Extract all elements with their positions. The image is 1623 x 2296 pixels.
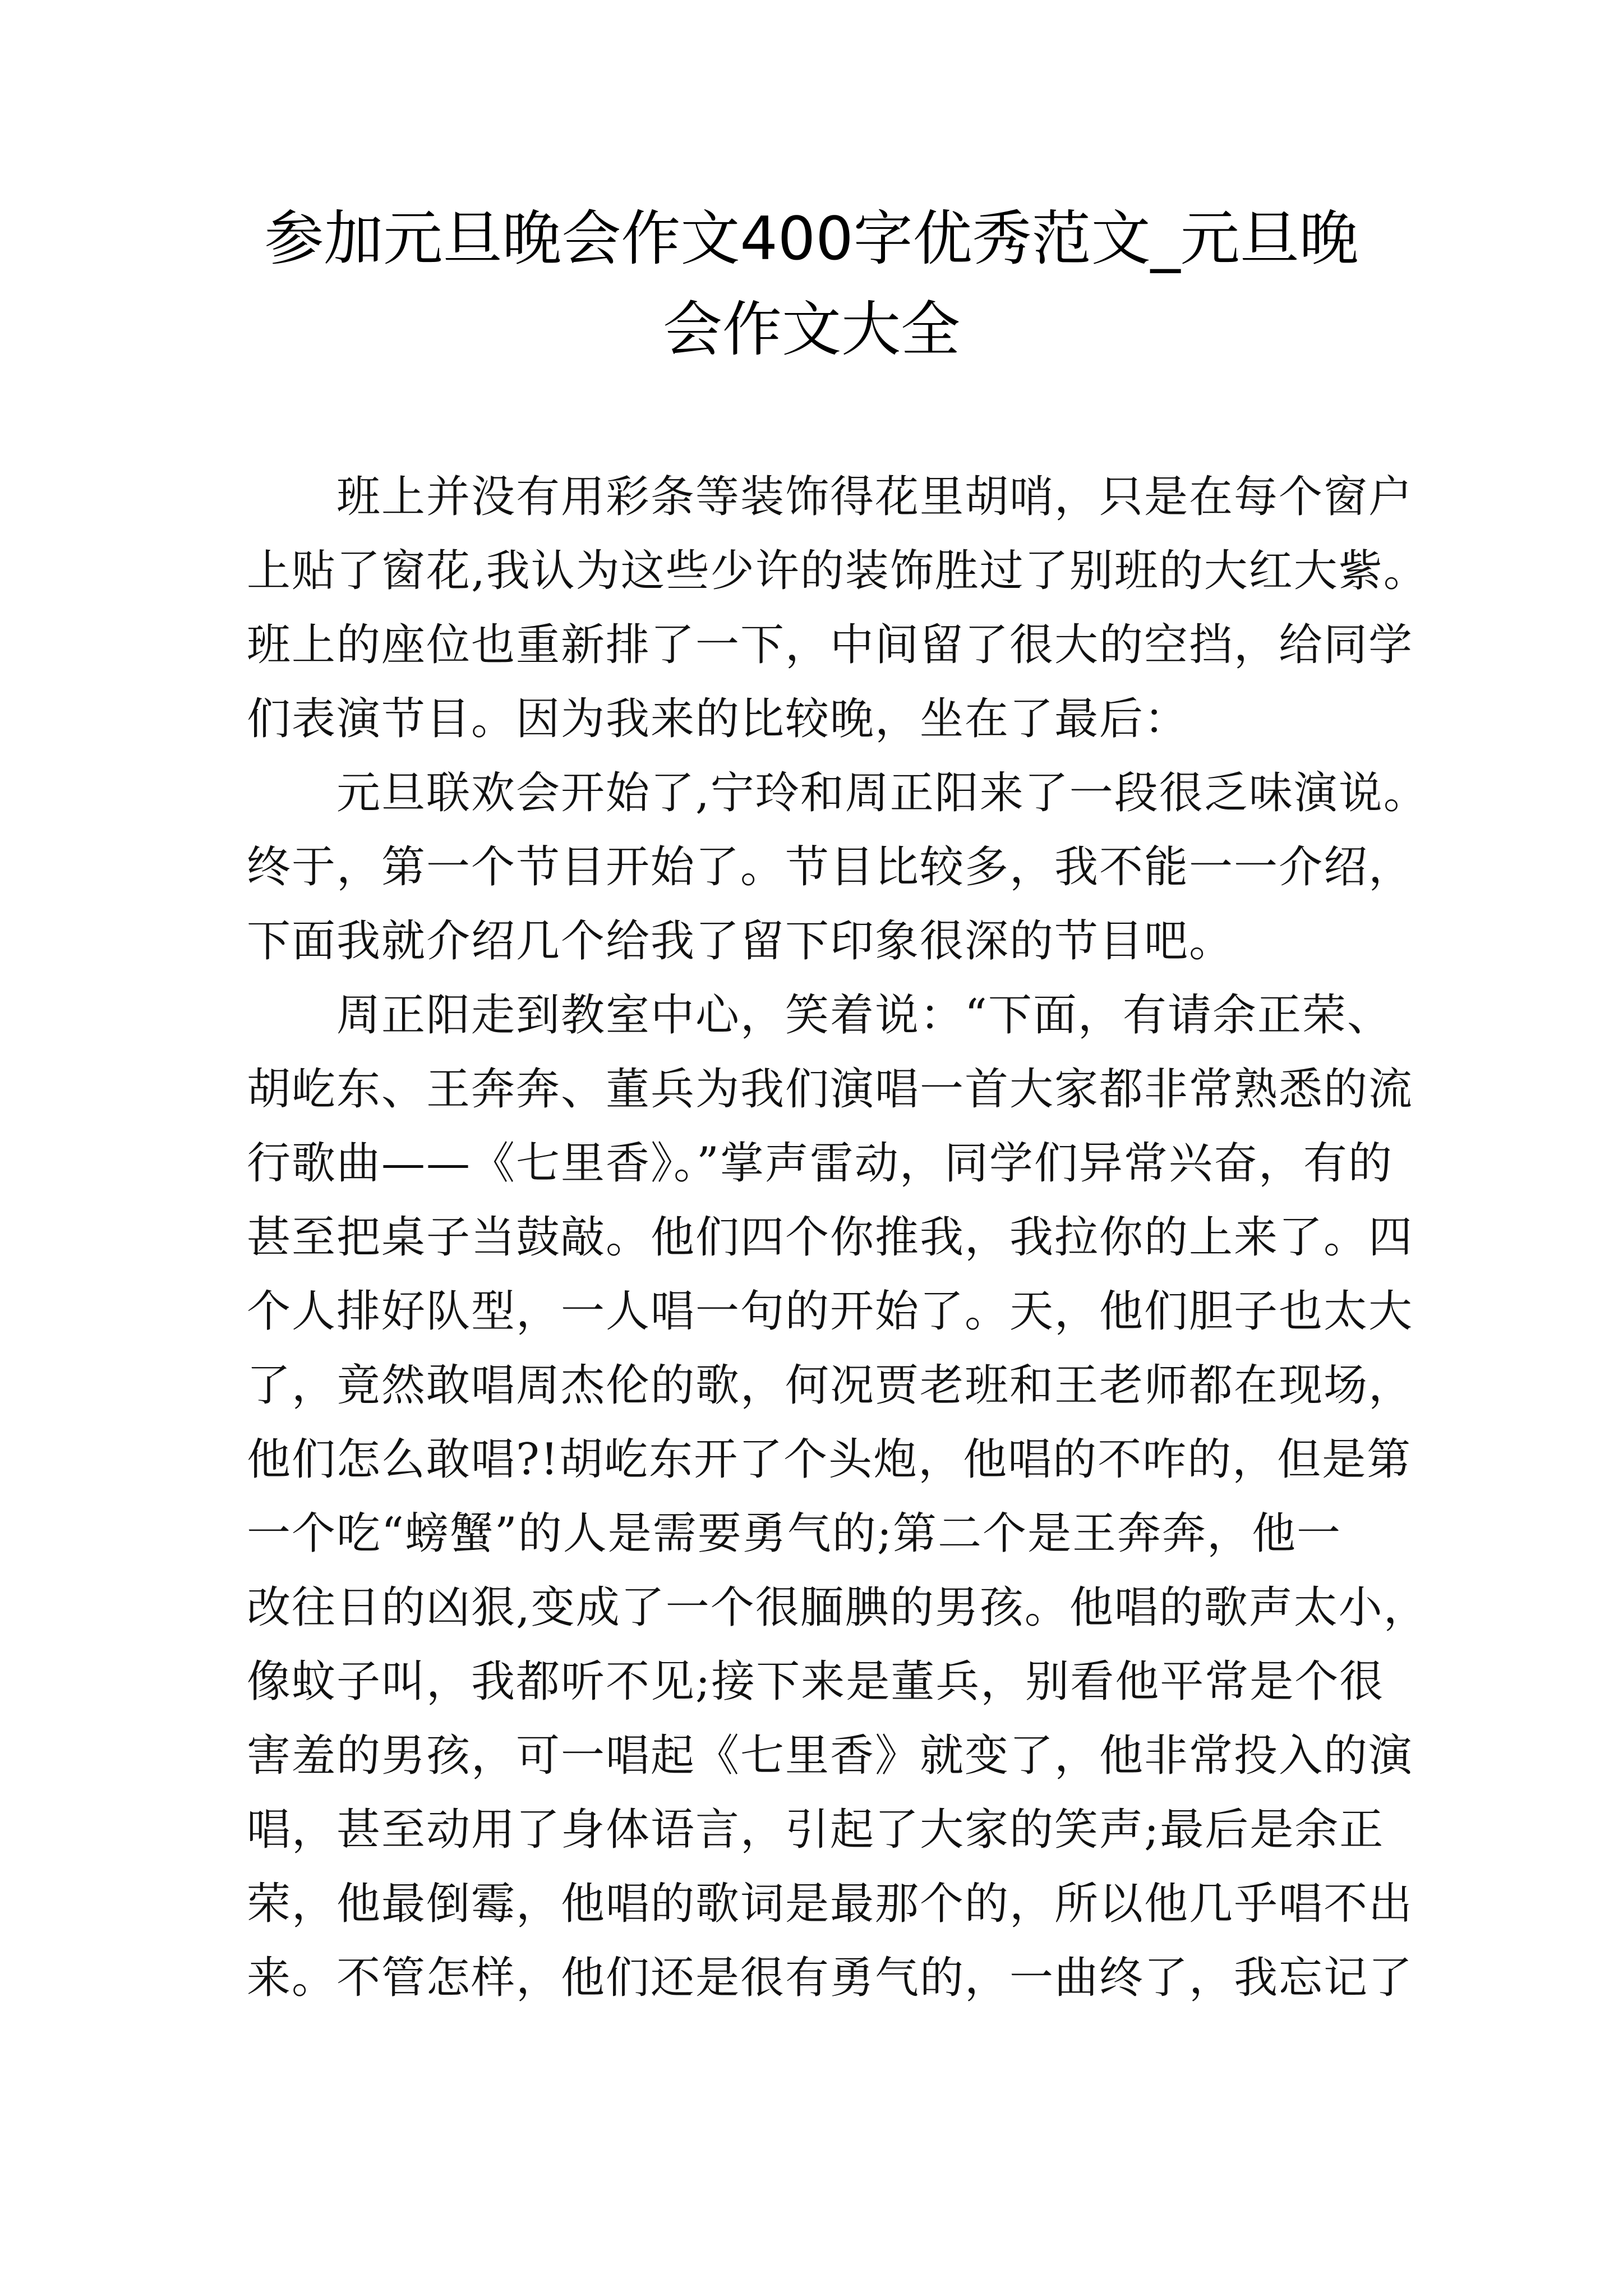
text-line: 了，竟然敢唱周杰伦的歌，何况贾老班和王老师都在现场， [247,1360,1414,1411]
text-line: 个人排好队型，一人唱一句的开始了。天，他们胆子也太大 [247,1286,1414,1337]
text-line: 元旦联欢会开始了,宁玲和周正阳来了一段很乏味演说。 [336,768,1428,818]
text-line: 甚至把桌子当鼓敲。他们四个你推我，我拉你的上来了。四 [247,1212,1414,1263]
document-title [236,194,1387,375]
text-line: 荣，他最倒霉，他唱的歌词是最那个的，所以他几乎唱不出 [247,1879,1414,1929]
text-line: 唱，甚至动用了身体语言，引起了大家的笑声;最后是余正 [247,1805,1385,1855]
text-line: 像蚊子叫，我都听不见;接下来是董兵，别看他平常是个很 [247,1657,1385,1707]
text-line: 班上并没有用彩条等装饰得花里胡哨，只是在每个窗户 [336,472,1414,522]
text-line: 胡屹东、王奔奔、董兵为我们演唱一首大家都非常熟悉的流 [247,1064,1414,1115]
paragraph [247,978,1428,2015]
text-line: 们表演节目。因为我来的比较晚，坐在了最后： [247,694,1189,744]
title-line: 会作文大全 [663,295,960,364]
document-body [247,460,1428,2015]
text-line: 一个吃“螃蟹”的人是需要勇气的;第二个是王奔奔，他一 [247,1508,1342,1559]
text-line: 周正阳走到教室中心，笑着说：“下面，有请余正荣、 [336,990,1392,1041]
text-line: 终于，第一个节目开始了。节目比较多，我不能一一介绍， [247,842,1414,892]
text-line: 班上的座位也重新排了一下，中间留了很大的空挡，给同学 [247,620,1414,670]
text-line: 来。不管怎样，他们还是很有勇气的，一曲终了，我忘记了 [247,1953,1414,2003]
text-line: 他们怎么敢唱?!胡屹东开了个头炮，他唱的不咋的，但是第 [247,1434,1412,1485]
paragraph [247,756,1428,978]
paragraph [247,460,1428,756]
text-line: 行歌曲——《七里香》。”掌声雷动，同学们异常兴奋，有的 [247,1138,1393,1189]
text-line: 下面我就介绍几个给我了留下印象很深的节目吧。 [247,916,1234,967]
text-line: 上贴了窗花,我认为这些少许的装饰胜过了别班的大红大紫。 [247,546,1428,596]
text-line: 害羞的男孩，可一唱起《七里香》就变了，他非常投入的演 [247,1731,1414,1781]
title-line: 参加元旦晚会作文400字优秀范文_元旦晚 [264,204,1359,273]
text-line: 改往日的凶狠,变成了一个很腼腆的男孩。他唱的歌声太小， [247,1582,1428,1633]
